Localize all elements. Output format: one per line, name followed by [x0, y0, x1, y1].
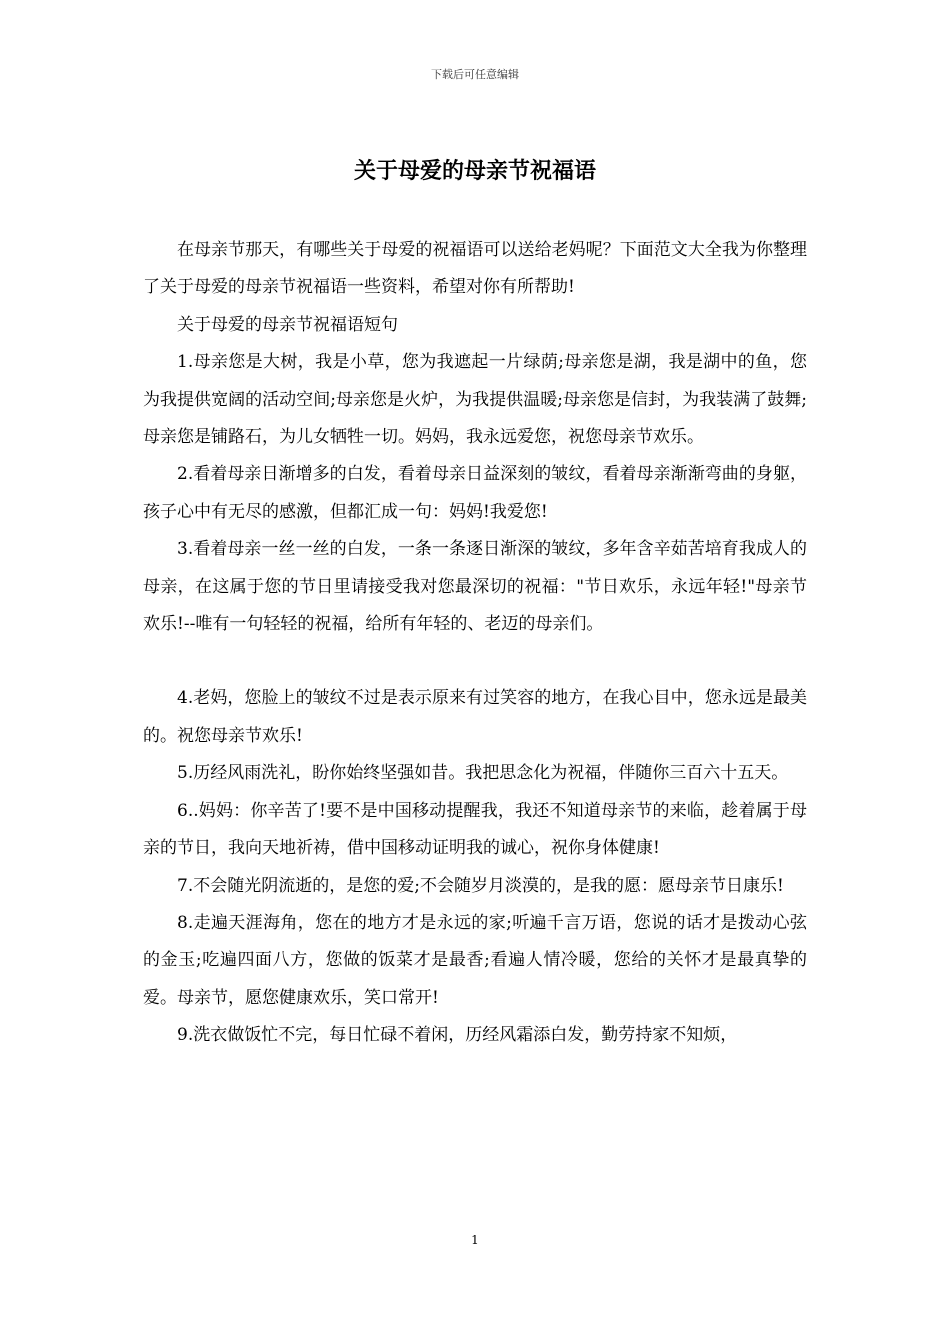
wish-item-3: 3.看着母亲一丝一丝的白发，一条一条逐日渐深的皱纹，多年含辛茹苦培育我成人的母亲，在这属于您的节日里请接受我对您最深切的祝福："节日欢乐，永远年轻!"母亲节欢乐!--唯有一句轻轻的祝福，给所有年轻的、老迈的母亲们。: [143, 539, 807, 635]
intro-paragraph: 在母亲节那天，有哪些关于母爱的祝福语可以送给老妈呢？下面范文大全我为你整理了关于母爱的母亲节祝福语一些资料，希望对你有所帮助!: [143, 240, 807, 298]
wish-item-2: 2.看着母亲日渐增多的白发，看着母亲日益深刻的皱纹，看着母亲渐渐弯曲的身躯，孩子心中有无尽的感激，但都汇成一句：妈妈!我爱您!: [143, 464, 807, 522]
page-header-note: 下载后可任意编辑: [431, 68, 519, 81]
wish-item-4: 4.老妈，您脸上的皱纹不过是表示原来有过笑容的地方，在我心目中，您永远是最美的。祝您母亲节欢乐!: [143, 688, 807, 746]
wish-item-9: 9.洗衣做饭忙不完，每日忙碌不着闲，历经风霜添白发，勤劳持家不知烦，: [177, 1025, 738, 1046]
wish-item-7: 7.不会随光阴流逝的，是您的爱;不会随岁月淡漠的，是我的愿：愿母亲节日康乐!: [177, 875, 784, 896]
wish-item-6: 6..妈妈：你辛苦了!要不是中国移动提醒我，我还不知道母亲节的来临，趁着属于母亲的节日，我向天地祈祷，借中国移动证明我的诚心，祝你身体健康!: [143, 800, 807, 859]
wish-item-8: 8.走遍天涯海角，您在的地方才是永远的家;听遍千言万语，您说的话才是拨动心弦的金玉;吃遍四面八方，您做的饭菜才是最香;看遍人情冷暖，您给的关怀才是最真挚的爱。母亲节，愿您健康欢乐，笑口常开!: [143, 912, 807, 1008]
wish-item-1: 1.母亲您是大树，我是小草，您为我遮起一片绿荫;母亲您是湖，我是湖中的鱼，您为我提供宽阔的活动空间;母亲您是火炉，为我提供温暖;母亲您是信封，为我装满了鼓舞;母亲您是铺路石，为儿女牺牲一切。妈妈，我永远爱您，祝您母亲节欢乐。: [143, 352, 807, 448]
document-body: [143, 232, 807, 1055]
document-title: 关于母爱的母亲节祝福语: [353, 158, 596, 184]
section-heading: 关于母爱的母亲节祝福语短句: [177, 314, 398, 335]
wish-item-5: 5.历经风雨洗礼，盼你始终坚强如昔。我把思念化为祝福，伴随你三百六十五天。: [177, 763, 789, 784]
page-number: 1: [471, 1233, 479, 1247]
